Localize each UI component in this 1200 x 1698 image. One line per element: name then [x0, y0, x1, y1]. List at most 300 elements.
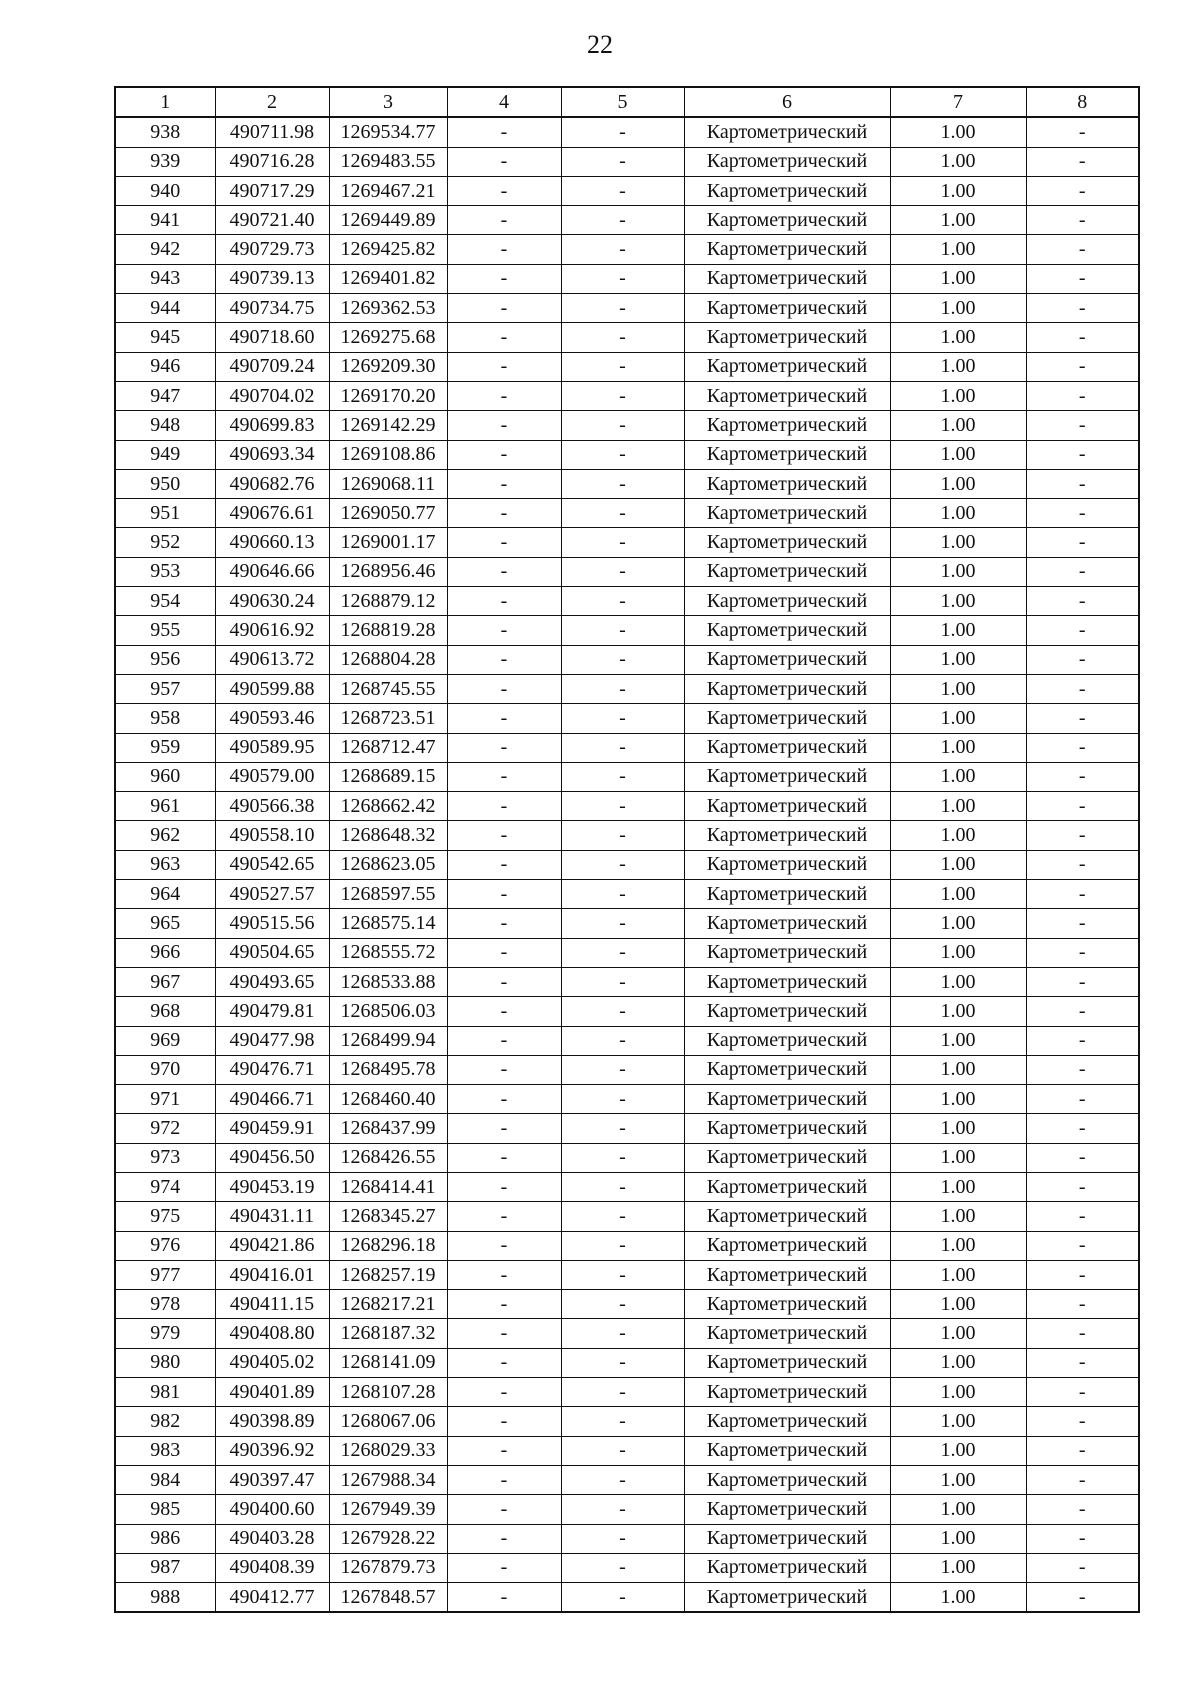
y-coordinate-cell: 1269068.11 — [329, 469, 447, 498]
column-8-cell: - — [1026, 1348, 1139, 1377]
x-coordinate-cell: 490405.02 — [215, 1348, 329, 1377]
point-number-cell: 945 — [115, 323, 215, 352]
column-5-cell: - — [561, 1465, 684, 1494]
column-5-cell: - — [561, 1407, 684, 1436]
accuracy-cell: 1.00 — [890, 1495, 1026, 1524]
column-5-cell: - — [561, 1436, 684, 1465]
column-4-cell: - — [447, 587, 561, 616]
column-5-cell: - — [561, 557, 684, 586]
method-cell: Картометрический — [684, 499, 890, 528]
method-cell: Картометрический — [684, 1231, 890, 1260]
x-coordinate-cell: 490400.60 — [215, 1495, 329, 1524]
table-row — [115, 938, 1139, 967]
method-cell: Картометрический — [684, 674, 890, 703]
column-5-cell: - — [561, 469, 684, 498]
method-cell: Картометрический — [684, 1172, 890, 1201]
accuracy-cell: 1.00 — [890, 1465, 1026, 1494]
table-row — [115, 147, 1139, 176]
accuracy-cell: 1.00 — [890, 704, 1026, 733]
column-8-cell: - — [1026, 645, 1139, 674]
accuracy-cell: 1.00 — [890, 1085, 1026, 1114]
y-coordinate-cell: 1268648.32 — [329, 821, 447, 850]
table-row — [115, 1319, 1139, 1348]
column-5-cell: - — [561, 1290, 684, 1319]
point-number-cell: 978 — [115, 1290, 215, 1319]
column-8-cell: - — [1026, 1114, 1139, 1143]
accuracy-cell: 1.00 — [890, 352, 1026, 381]
table-row — [115, 1378, 1139, 1407]
column-8-cell: - — [1026, 557, 1139, 586]
x-coordinate-cell: 490397.47 — [215, 1465, 329, 1494]
column-4-cell: - — [447, 352, 561, 381]
column-5-cell: - — [561, 440, 684, 469]
column-header-4: 4 — [447, 87, 561, 117]
x-coordinate-cell: 490558.10 — [215, 821, 329, 850]
column-5-cell: - — [561, 1495, 684, 1524]
point-number-cell: 952 — [115, 528, 215, 557]
method-cell: Картометрический — [684, 528, 890, 557]
column-8-cell: - — [1026, 1465, 1139, 1494]
column-header-6: 6 — [684, 87, 890, 117]
column-4-cell: - — [447, 792, 561, 821]
point-number-cell: 942 — [115, 235, 215, 264]
table-row — [115, 997, 1139, 1026]
table-row — [115, 1436, 1139, 1465]
accuracy-cell: 1.00 — [890, 1378, 1026, 1407]
column-5-cell: - — [561, 587, 684, 616]
column-4-cell: - — [447, 1143, 561, 1172]
column-4-cell: - — [447, 1348, 561, 1377]
column-8-cell: - — [1026, 1231, 1139, 1260]
column-5-cell: - — [561, 938, 684, 967]
column-4-cell: - — [447, 645, 561, 674]
x-coordinate-cell: 490739.13 — [215, 264, 329, 293]
table-row — [115, 762, 1139, 791]
column-5-cell: - — [561, 323, 684, 352]
point-number-cell: 965 — [115, 909, 215, 938]
column-8-cell: - — [1026, 674, 1139, 703]
point-number-cell: 970 — [115, 1055, 215, 1084]
method-cell: Картометрический — [684, 616, 890, 645]
x-coordinate-cell: 490431.11 — [215, 1202, 329, 1231]
point-number-cell: 953 — [115, 557, 215, 586]
point-number-cell: 944 — [115, 294, 215, 323]
column-8-cell: - — [1026, 1172, 1139, 1201]
column-5-cell: - — [561, 1260, 684, 1289]
column-4-cell: - — [447, 616, 561, 645]
column-4-cell: - — [447, 821, 561, 850]
column-8-cell: - — [1026, 1260, 1139, 1289]
y-coordinate-cell: 1268499.94 — [329, 1026, 447, 1055]
y-coordinate-cell: 1268555.72 — [329, 938, 447, 967]
table-row — [115, 294, 1139, 323]
point-number-cell: 976 — [115, 1231, 215, 1260]
y-coordinate-cell: 1268956.46 — [329, 557, 447, 586]
x-coordinate-cell: 490718.60 — [215, 323, 329, 352]
column-5-cell: - — [561, 1524, 684, 1553]
x-coordinate-cell: 490734.75 — [215, 294, 329, 323]
method-cell: Картометрический — [684, 469, 890, 498]
point-number-cell: 955 — [115, 616, 215, 645]
x-coordinate-cell: 490421.86 — [215, 1231, 329, 1260]
column-8-cell: - — [1026, 235, 1139, 264]
column-8-cell: - — [1026, 176, 1139, 205]
x-coordinate-cell: 490476.71 — [215, 1055, 329, 1084]
column-4-cell: - — [447, 469, 561, 498]
table-row — [115, 469, 1139, 498]
column-5-cell: - — [561, 1202, 684, 1231]
table-row — [115, 1085, 1139, 1114]
method-cell: Картометрический — [684, 1114, 890, 1143]
point-number-cell: 939 — [115, 147, 215, 176]
x-coordinate-cell: 490616.92 — [215, 616, 329, 645]
table-row — [115, 1026, 1139, 1055]
method-cell: Картометрический — [684, 1583, 890, 1613]
accuracy-cell: 1.00 — [890, 381, 1026, 410]
x-coordinate-cell: 490527.57 — [215, 880, 329, 909]
y-coordinate-cell: 1268745.55 — [329, 674, 447, 703]
column-5-cell: - — [561, 850, 684, 879]
y-coordinate-cell: 1269401.82 — [329, 264, 447, 293]
column-8-cell: - — [1026, 909, 1139, 938]
x-coordinate-cell: 490412.77 — [215, 1583, 329, 1613]
column-5-cell: - — [561, 792, 684, 821]
x-coordinate-cell: 490716.28 — [215, 147, 329, 176]
column-5-cell: - — [561, 704, 684, 733]
point-number-cell: 973 — [115, 1143, 215, 1172]
point-number-cell: 974 — [115, 1172, 215, 1201]
x-coordinate-cell: 490589.95 — [215, 733, 329, 762]
y-coordinate-cell: 1268257.19 — [329, 1260, 447, 1289]
y-coordinate-cell: 1268345.27 — [329, 1202, 447, 1231]
column-header-5: 5 — [561, 87, 684, 117]
y-coordinate-cell: 1268414.41 — [329, 1172, 447, 1201]
y-coordinate-cell: 1268712.47 — [329, 733, 447, 762]
column-8-cell: - — [1026, 850, 1139, 879]
column-8-cell: - — [1026, 1495, 1139, 1524]
y-coordinate-cell: 1268495.78 — [329, 1055, 447, 1084]
point-number-cell: 949 — [115, 440, 215, 469]
accuracy-cell: 1.00 — [890, 762, 1026, 791]
column-header-8: 8 — [1026, 87, 1139, 117]
accuracy-cell: 1.00 — [890, 1319, 1026, 1348]
x-coordinate-cell: 490401.89 — [215, 1378, 329, 1407]
table-row — [115, 792, 1139, 821]
column-4-cell: - — [447, 411, 561, 440]
column-5-cell: - — [561, 1348, 684, 1377]
y-coordinate-cell: 1268460.40 — [329, 1085, 447, 1114]
table-row — [115, 674, 1139, 703]
x-coordinate-cell: 490398.89 — [215, 1407, 329, 1436]
accuracy-cell: 1.00 — [890, 850, 1026, 879]
column-8-cell: - — [1026, 762, 1139, 791]
accuracy-cell: 1.00 — [890, 792, 1026, 821]
column-5-cell: - — [561, 1378, 684, 1407]
method-cell: Картометрический — [684, 880, 890, 909]
y-coordinate-cell: 1268426.55 — [329, 1143, 447, 1172]
accuracy-cell: 1.00 — [890, 645, 1026, 674]
column-8-cell: - — [1026, 1583, 1139, 1613]
y-coordinate-cell: 1268623.05 — [329, 850, 447, 879]
column-4-cell: - — [447, 1260, 561, 1289]
accuracy-cell: 1.00 — [890, 469, 1026, 498]
column-8-cell: - — [1026, 792, 1139, 821]
column-4-cell: - — [447, 1055, 561, 1084]
accuracy-cell: 1.00 — [890, 1524, 1026, 1553]
point-number-cell: 956 — [115, 645, 215, 674]
column-4-cell: - — [447, 1026, 561, 1055]
y-coordinate-cell: 1269483.55 — [329, 147, 447, 176]
x-coordinate-cell: 490411.15 — [215, 1290, 329, 1319]
table-row — [115, 235, 1139, 264]
column-8-cell: - — [1026, 411, 1139, 440]
method-cell: Картометрический — [684, 850, 890, 879]
accuracy-cell: 1.00 — [890, 938, 1026, 967]
accuracy-cell: 1.00 — [890, 176, 1026, 205]
column-4-cell: - — [447, 1495, 561, 1524]
column-8-cell: - — [1026, 880, 1139, 909]
method-cell: Картометрический — [684, 323, 890, 352]
point-number-cell: 985 — [115, 1495, 215, 1524]
accuracy-cell: 1.00 — [890, 411, 1026, 440]
column-8-cell: - — [1026, 264, 1139, 293]
method-cell: Картометрический — [684, 997, 890, 1026]
column-8-cell: - — [1026, 117, 1139, 147]
y-coordinate-cell: 1268067.06 — [329, 1407, 447, 1436]
y-coordinate-cell: 1268506.03 — [329, 997, 447, 1026]
column-5-cell: - — [561, 1553, 684, 1582]
y-coordinate-cell: 1268723.51 — [329, 704, 447, 733]
column-8-cell: - — [1026, 1290, 1139, 1319]
column-8-cell: - — [1026, 352, 1139, 381]
point-number-cell: 948 — [115, 411, 215, 440]
point-number-cell: 975 — [115, 1202, 215, 1231]
y-coordinate-cell: 1268575.14 — [329, 909, 447, 938]
method-cell: Картометрический — [684, 967, 890, 996]
point-number-cell: 964 — [115, 880, 215, 909]
method-cell: Картометрический — [684, 1348, 890, 1377]
y-coordinate-cell: 1268533.88 — [329, 967, 447, 996]
column-8-cell: - — [1026, 733, 1139, 762]
method-cell: Картометрический — [684, 938, 890, 967]
y-coordinate-cell: 1269142.29 — [329, 411, 447, 440]
y-coordinate-cell: 1268141.09 — [329, 1348, 447, 1377]
table-row — [115, 411, 1139, 440]
column-5-cell: - — [561, 235, 684, 264]
accuracy-cell: 1.00 — [890, 206, 1026, 235]
column-4-cell: - — [447, 1202, 561, 1231]
x-coordinate-cell: 490721.40 — [215, 206, 329, 235]
x-coordinate-cell: 490717.29 — [215, 176, 329, 205]
x-coordinate-cell: 490646.66 — [215, 557, 329, 586]
method-cell: Картометрический — [684, 1495, 890, 1524]
coordinates-table — [114, 86, 1140, 1613]
column-4-cell: - — [447, 440, 561, 469]
column-4-cell: - — [447, 1172, 561, 1201]
x-coordinate-cell: 490542.65 — [215, 850, 329, 879]
y-coordinate-cell: 1269425.82 — [329, 235, 447, 264]
column-4-cell: - — [447, 1436, 561, 1465]
x-coordinate-cell: 490693.34 — [215, 440, 329, 469]
method-cell: Картометрический — [684, 792, 890, 821]
x-coordinate-cell: 490599.88 — [215, 674, 329, 703]
table-row — [115, 1202, 1139, 1231]
column-8-cell: - — [1026, 1553, 1139, 1582]
column-4-cell: - — [447, 499, 561, 528]
column-5-cell: - — [561, 880, 684, 909]
column-5-cell: - — [561, 1172, 684, 1201]
point-number-cell: 954 — [115, 587, 215, 616]
point-number-cell: 980 — [115, 1348, 215, 1377]
method-cell: Картометрический — [684, 1465, 890, 1494]
point-number-cell: 963 — [115, 850, 215, 879]
x-coordinate-cell: 490676.61 — [215, 499, 329, 528]
y-coordinate-cell: 1268819.28 — [329, 616, 447, 645]
table-row — [115, 1114, 1139, 1143]
method-cell: Картометрический — [684, 235, 890, 264]
method-cell: Картометрический — [684, 1524, 890, 1553]
column-5-cell: - — [561, 1231, 684, 1260]
column-4-cell: - — [447, 762, 561, 791]
column-4-cell: - — [447, 557, 561, 586]
method-cell: Картометрический — [684, 411, 890, 440]
method-cell: Картометрический — [684, 909, 890, 938]
accuracy-cell: 1.00 — [890, 1407, 1026, 1436]
point-number-cell: 986 — [115, 1524, 215, 1553]
table-row — [115, 206, 1139, 235]
x-coordinate-cell: 490579.00 — [215, 762, 329, 791]
point-number-cell: 958 — [115, 704, 215, 733]
point-number-cell: 961 — [115, 792, 215, 821]
table-row — [115, 1348, 1139, 1377]
x-coordinate-cell: 490630.24 — [215, 587, 329, 616]
y-coordinate-cell: 1268437.99 — [329, 1114, 447, 1143]
method-cell: Картометрический — [684, 1407, 890, 1436]
point-number-cell: 938 — [115, 117, 215, 147]
accuracy-cell: 1.00 — [890, 147, 1026, 176]
x-coordinate-cell: 490593.46 — [215, 704, 329, 733]
column-8-cell: - — [1026, 616, 1139, 645]
point-number-cell: 951 — [115, 499, 215, 528]
accuracy-cell: 1.00 — [890, 117, 1026, 147]
table-row — [115, 704, 1139, 733]
column-4-cell: - — [447, 1583, 561, 1613]
column-4-cell: - — [447, 1465, 561, 1494]
y-coordinate-cell: 1269001.17 — [329, 528, 447, 557]
accuracy-cell: 1.00 — [890, 1231, 1026, 1260]
column-header-7: 7 — [890, 87, 1026, 117]
x-coordinate-cell: 490408.80 — [215, 1319, 329, 1348]
accuracy-cell: 1.00 — [890, 1055, 1026, 1084]
column-8-cell: - — [1026, 1407, 1139, 1436]
column-4-cell: - — [447, 1407, 561, 1436]
accuracy-cell: 1.00 — [890, 1260, 1026, 1289]
column-4-cell: - — [447, 1085, 561, 1114]
column-5-cell: - — [561, 1143, 684, 1172]
column-4-cell: - — [447, 206, 561, 235]
table-body — [115, 117, 1139, 1612]
column-8-cell: - — [1026, 1524, 1139, 1553]
page-number: 22 — [587, 30, 613, 59]
table-row — [115, 645, 1139, 674]
method-cell: Картометрический — [684, 762, 890, 791]
column-8-cell: - — [1026, 1202, 1139, 1231]
method-cell: Картометрический — [684, 381, 890, 410]
column-4-cell: - — [447, 1231, 561, 1260]
column-4-cell: - — [447, 528, 561, 557]
y-coordinate-cell: 1268597.55 — [329, 880, 447, 909]
y-coordinate-cell: 1269362.53 — [329, 294, 447, 323]
accuracy-cell: 1.00 — [890, 821, 1026, 850]
column-5-cell: - — [561, 762, 684, 791]
y-coordinate-cell: 1269275.68 — [329, 323, 447, 352]
method-cell: Картометрический — [684, 1260, 890, 1289]
column-8-cell: - — [1026, 967, 1139, 996]
table-row — [115, 850, 1139, 879]
method-cell: Картометрический — [684, 1290, 890, 1319]
method-cell: Картометрический — [684, 352, 890, 381]
accuracy-cell: 1.00 — [890, 880, 1026, 909]
accuracy-cell: 1.00 — [890, 1026, 1026, 1055]
y-coordinate-cell: 1269108.86 — [329, 440, 447, 469]
accuracy-cell: 1.00 — [890, 440, 1026, 469]
column-5-cell: - — [561, 1085, 684, 1114]
table-row — [115, 616, 1139, 645]
table-row — [115, 821, 1139, 850]
x-coordinate-cell: 490711.98 — [215, 117, 329, 147]
table-row — [115, 1260, 1139, 1289]
y-coordinate-cell: 1267848.57 — [329, 1583, 447, 1613]
column-5-cell: - — [561, 528, 684, 557]
accuracy-cell: 1.00 — [890, 1172, 1026, 1201]
column-5-cell: - — [561, 616, 684, 645]
column-5-cell: - — [561, 117, 684, 147]
table-row — [115, 1495, 1139, 1524]
method-cell: Картометрический — [684, 557, 890, 586]
column-5-cell: - — [561, 909, 684, 938]
x-coordinate-cell: 490408.39 — [215, 1553, 329, 1582]
column-5-cell: - — [561, 733, 684, 762]
x-coordinate-cell: 490504.65 — [215, 938, 329, 967]
accuracy-cell: 1.00 — [890, 674, 1026, 703]
column-5-cell: - — [561, 264, 684, 293]
table-row — [115, 264, 1139, 293]
accuracy-cell: 1.00 — [890, 1202, 1026, 1231]
column-5-cell: - — [561, 147, 684, 176]
x-coordinate-cell: 490566.38 — [215, 792, 329, 821]
point-number-cell: 972 — [115, 1114, 215, 1143]
table-row — [115, 1407, 1139, 1436]
accuracy-cell: 1.00 — [890, 528, 1026, 557]
x-coordinate-cell: 490466.71 — [215, 1085, 329, 1114]
column-4-cell: - — [447, 733, 561, 762]
table-row — [115, 733, 1139, 762]
table-row — [115, 1465, 1139, 1494]
table-row — [115, 381, 1139, 410]
accuracy-cell: 1.00 — [890, 499, 1026, 528]
accuracy-cell: 1.00 — [890, 733, 1026, 762]
x-coordinate-cell: 490477.98 — [215, 1026, 329, 1055]
x-coordinate-cell: 490479.81 — [215, 997, 329, 1026]
x-coordinate-cell: 490613.72 — [215, 645, 329, 674]
method-cell: Картометрический — [684, 1026, 890, 1055]
point-number-cell: 977 — [115, 1260, 215, 1289]
column-8-cell: - — [1026, 147, 1139, 176]
point-number-cell: 959 — [115, 733, 215, 762]
column-4-cell: - — [447, 1553, 561, 1582]
method-cell: Картометрический — [684, 147, 890, 176]
column-4-cell: - — [447, 323, 561, 352]
